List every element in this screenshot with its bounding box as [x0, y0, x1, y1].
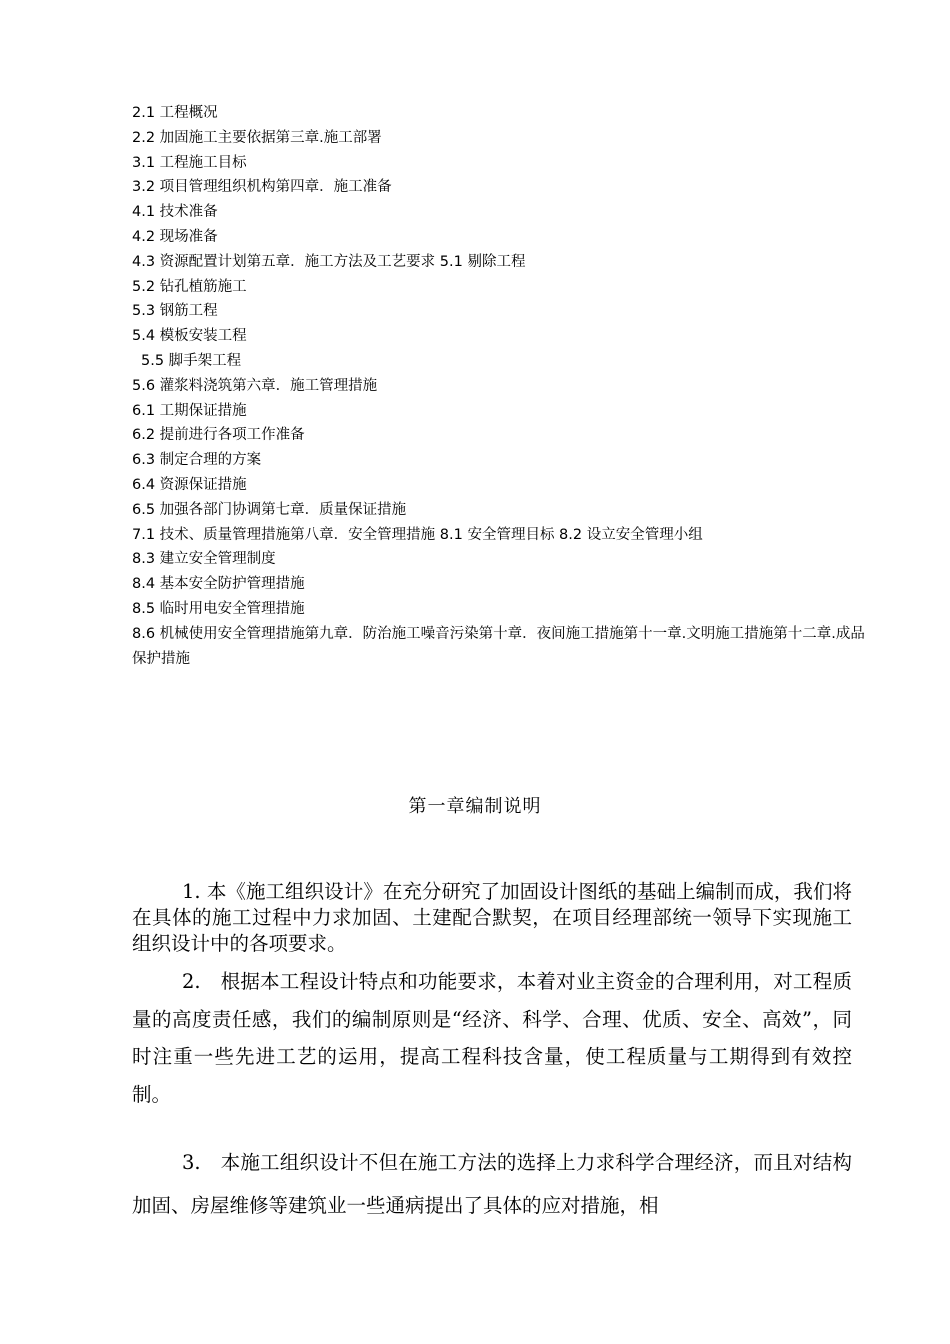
toc-item: 4.2 现场准备	[132, 228, 218, 245]
toc-item: 5.5 脚手架工程	[141, 352, 242, 369]
paragraph-2: 2. 根据本工程设计特点和功能要求，本着对业主资金的合理利用，对工程质量的高度责任感，我们的编制原则是“经济、科学、合理、优质、安全、高效”，同时注重一些先进工艺的运用，提高工程科技含量，使工程质量与工期得到有效控制。	[132, 970, 852, 1106]
paragraph-3: 3. 本施工组织设计不但在施工方法的选择上力求科学合理经济，而且对结构加固、房屋维修等建筑业一些通病提出了具体的应对措施，相	[132, 1151, 852, 1217]
toc-item: 6.3 制定合理的方案	[132, 452, 262, 469]
toc-item: 2.1 工程概况	[132, 105, 218, 121]
toc-item: 8.4 基本安全防护管理措施	[132, 576, 305, 593]
toc-item: 6.1 工期保证措施	[132, 402, 247, 419]
toc-item: 3.1 工程施工目标	[132, 154, 247, 171]
toc-item: 5.6 灌浆料浇筑第六章．施工管理措施	[132, 377, 378, 394]
toc-item: 8.3 建立安全管理制度	[132, 551, 276, 568]
toc-item: 6.2 提前进行各项工作准备	[132, 427, 305, 444]
toc-item: 5.4 模板安装工程	[132, 328, 247, 345]
toc-item: 4.3 资源配置计划第五章．施工方法及工艺要求 5.1 剔除工程	[132, 253, 526, 270]
toc-item: 7.1 技术、质量管理措施第八章．安全管理措施 8.1 安全管理目标 8.2 设立安全管理小组	[132, 526, 703, 543]
toc-item: 3.2 项目管理组织机构第四章．施工准备	[132, 179, 392, 196]
toc-item: 6.5 加强各部门协调第七章．质量保证措施	[132, 501, 407, 518]
toc-item: 8.5 临时用电安全管理措施	[132, 600, 305, 617]
toc-item: 2.2 加固施工主要依据第三章.施工部署	[132, 129, 382, 146]
paragraph-1: 1. 本《施工组织设计》在充分研究了加固设计图纸的基础上编制而成，我们将在具体的施工过程中力求加固、土建配合默契，在项目经理部统一领导下实现施工组织设计中的各项要求。	[132, 880, 852, 955]
toc-item: 5.3 钢筋工程	[132, 303, 218, 320]
toc-item: 5.2 钻孔植筋施工	[132, 278, 247, 295]
toc-item: 6.4 资源保证措施	[132, 476, 247, 493]
table-of-contents	[132, 101, 872, 671]
toc-item: 4.1 技术准备	[132, 204, 218, 221]
toc-item: 8.6 机械使用安全管理措施第九章．防治施工噪音污染第十章．夜间施工措施第十一章.文明施工措施第十二章.成品保护措施	[132, 625, 865, 667]
chapter-title: 第一章编制说明	[408, 796, 542, 817]
